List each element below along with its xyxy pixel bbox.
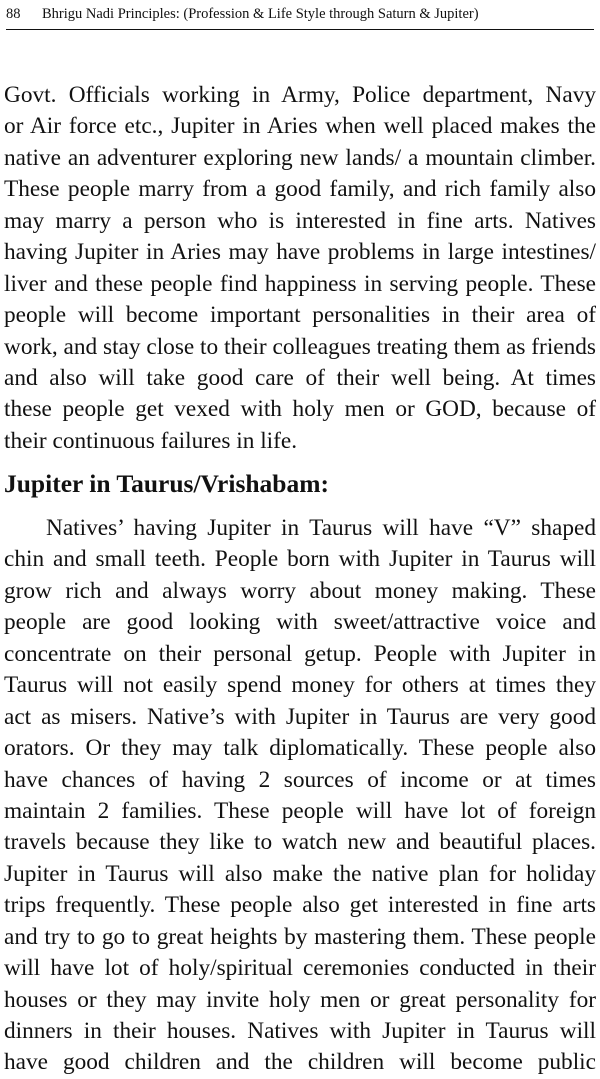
- text-line: or Air force etc., Jupiter in Aries when well placed makes the: [4, 113, 596, 140]
- section-heading: Jupiter in Taurus/Vrishabam:: [4, 469, 329, 498]
- running-header: [6, 3, 594, 30]
- text-line: Taurus will not easily spend money for others at times they: [4, 672, 596, 699]
- text-line: trips frequently. These people also get interested in fine arts: [4, 892, 596, 919]
- text-line: grow rich and always worry about money making. These: [4, 577, 596, 604]
- text-line: liver and these people find happiness in serving people. These: [4, 270, 596, 297]
- text-line: these people get vexed with holy men or GOD, because of: [4, 396, 596, 423]
- text-line: their continuous failures in life.: [4, 427, 298, 454]
- text-line: have good children and the children will become public: [4, 1049, 596, 1076]
- text-line: and also will take good care of their well being. At times: [4, 364, 596, 391]
- text-line: have chances of having 2 sources of income or at times: [4, 766, 596, 793]
- text-line: people will become important personalities in their area of: [4, 302, 596, 329]
- text-line: act as misers. Native’s with Jupiter in Taurus are very good: [4, 703, 596, 730]
- running-title: Bhrigu Nadi Principles: (Profession & Life Style through Saturn & Jupiter): [42, 6, 479, 22]
- text-line: orators. Or they may talk diplomatically. These people also: [4, 735, 596, 762]
- text-line: having Jupiter in Aries may have problems in large intestines/: [4, 239, 596, 266]
- paragraph-aries-continued: [4, 80, 596, 457]
- text-line: These people marry from a good family, and rich family also: [4, 176, 596, 203]
- text-line: houses or they may invite holy men or great personality for: [4, 986, 596, 1013]
- text-line: chin and small teeth. People born with Jupiter in Taurus will: [4, 546, 596, 573]
- text-line: may marry a person who is interested in fine arts. Natives: [4, 207, 596, 234]
- text-line: Natives’ having Jupiter in Taurus will have “V” shaped: [46, 515, 596, 541]
- text-line: concentrate on their personal getup. People with Jupiter in: [4, 640, 596, 667]
- text-line: will have lot of holy/spiritual ceremonies conducted in their: [4, 955, 596, 982]
- text-line: maintain 2 families. These people will have lot of foreign: [4, 797, 596, 824]
- text-line: people are good looking with sweet/attractive voice and: [4, 609, 596, 636]
- text-line: work, and stay close to their colleagues treating them as friends: [4, 333, 596, 360]
- text-line: travels because they like to watch new and beautiful places.: [4, 829, 596, 856]
- text-line: dinners in their houses. Natives with Jupiter in Taurus will: [4, 1018, 596, 1044]
- text-line: Govt. Officials working in Army, Police department, Navy: [4, 82, 596, 108]
- paragraph-taurus: [4, 513, 596, 1079]
- text-line: native an adventurer exploring new lands/ a mountain climber.: [4, 144, 596, 171]
- text-line: Jupiter in Taurus will also make the native plan for holiday: [4, 860, 596, 887]
- text-line: and try to go to great heights by mastering them. These people: [4, 923, 596, 950]
- page-number: 88: [6, 6, 21, 22]
